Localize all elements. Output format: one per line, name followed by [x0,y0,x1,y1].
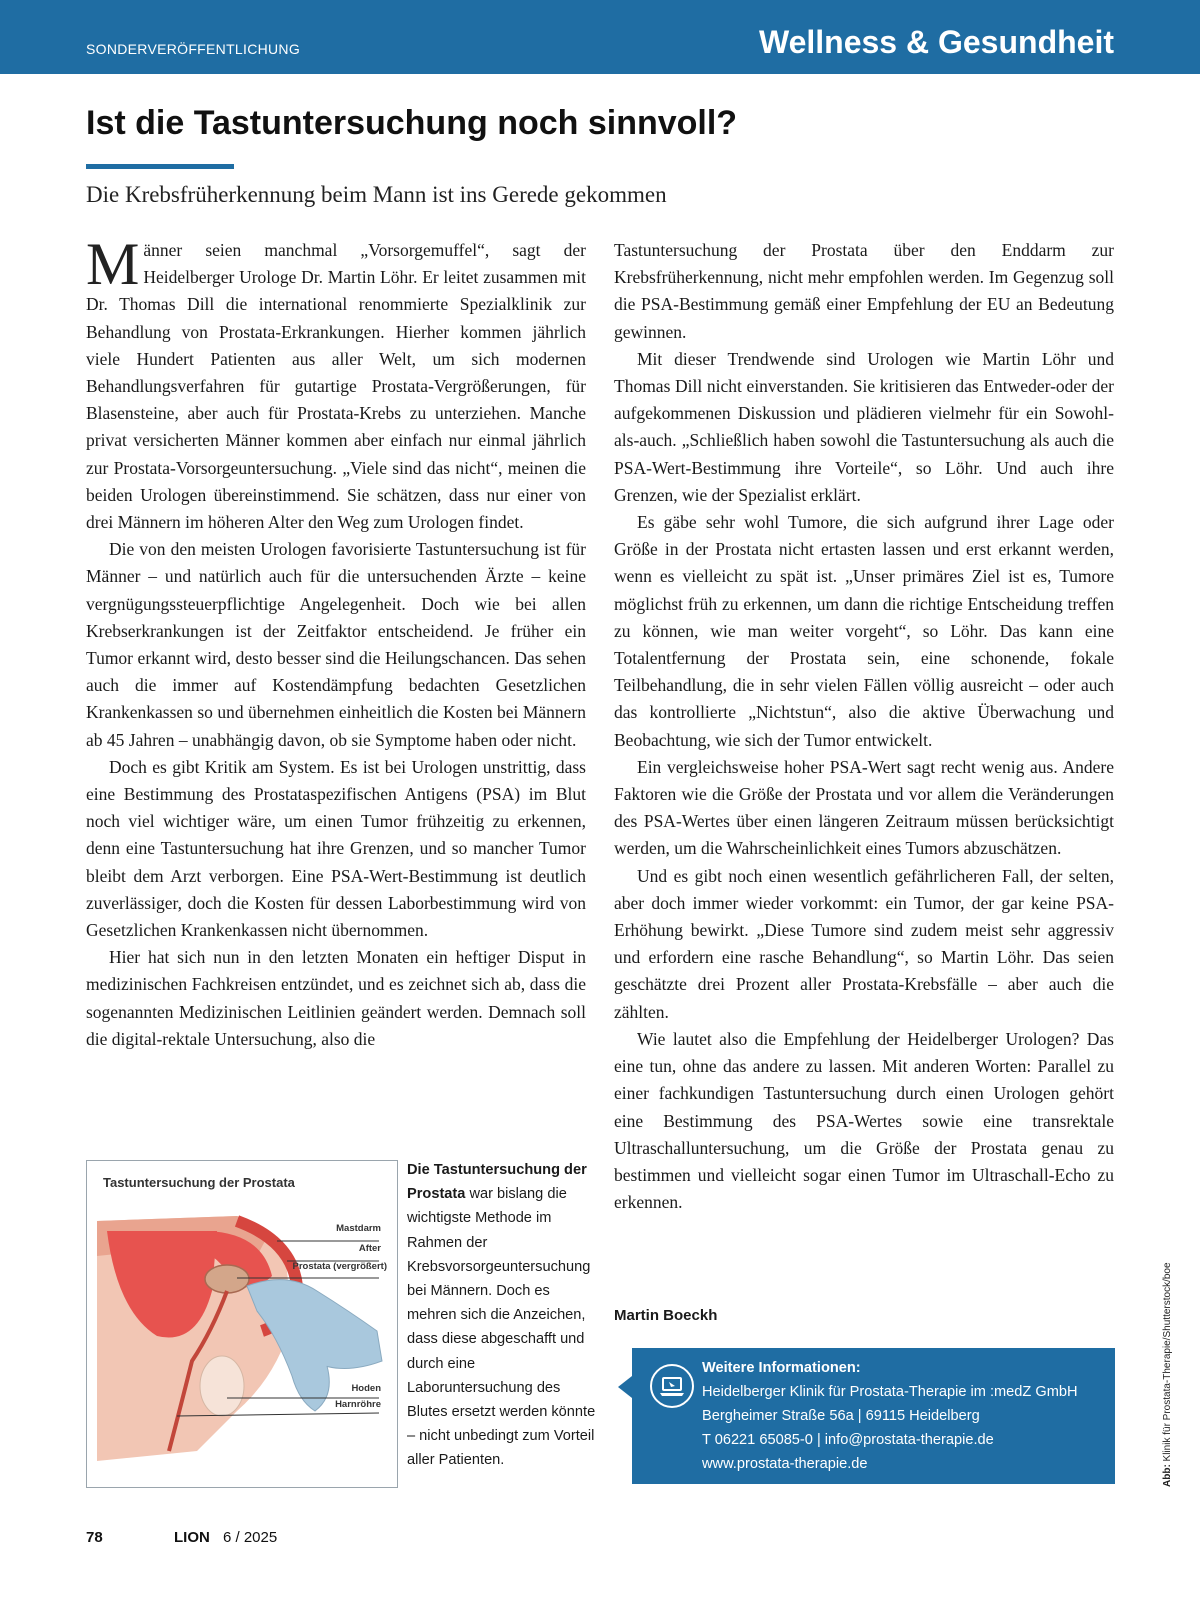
paragraph: Doch es gibt Kritik am System. Es ist bei Urologen unstrittig, dass eine Bestimmung des Prostataspezifischen Antigens (PSA) im Blut noch viel wichtiger wäre, um einen Tumor frühzeitig zu erkennen, denn eine Tastuntersuchung hat ihre Grenzen, und so mancher Tumor bleibt dem Arzt verborgen. Eine PSA-Wert-Bestimmung ist deutlich zuverlässiger, doch die Kosten für dessen Laborbestimmung wird von Gesetzlichen Krankenkassen nicht übernommen. [86,756,586,941]
dropcap: M [86,231,140,297]
label-hoden: Hoden [351,1383,381,1394]
page-number: 78 [86,1529,103,1546]
caption-lead: Die Tastuntersuchung der Prostata [407,1162,587,1203]
header-band [0,0,1200,74]
info-box-line-address: Bergheimer Straße 56a | 69115 Heidelberg [702,1408,980,1424]
paragraph: Wie lautet also die Empfehlung der Heidelberger Urologen? Das eine tun, ohne das andere zu lassen. Mit anderen Worten: Parallel zu einer fachkundigen Tastuntersuchung durch einen Urologen gehört eine Bestimmung des PSA-Wertes sowie eine transrektale Ultraschalluntersuchung, um die Größe der Prostata genau zu bestimmen und vielleicht sogar einen Tumor im Ultraschall-Echo zu erkennen. [614,1028,1114,1213]
article-subheadline: Die Krebsfrüherkennung beim Mann ist ins Gerede gekommen [86,182,667,207]
anatomy-illustration [86,1160,398,1488]
paragraph: Es gäbe sehr wohl Tumore, die sich aufgrund ihrer Lage oder Größe in der Prostata nicht ertasten lassen und erst erkannt werden, wenn es vielleicht zu spät ist. „Unser primäres Ziel ist es, Tumore möglichst früh zu erkennen, um dann die richtige Entscheidung treffen zu können, wie man weiter vorgeht“, so Löhr. Das kann eine Totalentfernung der Prostata sein, eine schonende, fokale Teilbehandlung, die in sehr vielen Fällen völlig ausreicht – oder auch das kontrollierte „Nichtstun“, also die aktive Überwachung und Beobachtung, wie sich der Tumor entwickelt. [614,512,1114,750]
label-mastdarm: Mastdarm [336,1223,381,1234]
issue-number: 6 / 2025 [223,1529,278,1546]
image-credit-label: Abb: [1162,1464,1173,1487]
info-box-line-contact[interactable]: T 06221 65085-0 | info@prostata-therapie.de [702,1432,994,1448]
info-box [632,1348,1115,1484]
caption-text: war bislang die wichtigste Methode im Rahmen der Krebsvorsorgeuntersuchung bei Männern. Doch es mehren sich die Anzeichen, dass diese abgeschafft und durch eine Laboruntersuchung des Blutes ersetzt werden könnte – nicht unbedingt zum Vorteil aller Patienten. [407,1186,596,1469]
label-after: After [358,1243,381,1254]
image-credit [1162,1262,1173,1487]
paragraph: Hier hat sich nun in den letzten Monaten ein heftiger Disput in medizinischen Fachkreisen entzündet, und es zeichnet sich ab, dass die sogenannten Medizinischen Leitlinien geändert werden. Demnach soll die digital-rektale Untersuchung, also die [86,947,586,1049]
article-column-right [614,237,1114,1216]
paragraph: Tastuntersuchung der Prostata über den Enddarm zur Krebsfrüherkennung, nicht mehr empfohlen werden. Im Gegenzug soll die PSA-Bestimmung gemäß einer Empfehlung der EU an Bedeutung gewinnen. [614,240,1114,342]
paragraph: Ein vergleichsweise hoher PSA-Wert sagt recht wenig aus. Andere Faktoren wie die Größe der Prostata und vor allem die Veränderungen des PSA-Wertes über einen längeren Zeitraum müssen berücksichtigt werden, um die Wahrscheinlichkeit eines Tumors abzuschätzen. [614,756,1114,859]
laptop-icon [650,1364,694,1408]
headline-divider [86,164,234,169]
info-box-text [702,1356,1078,1476]
info-box-line-website[interactable]: www.prostata-therapie.de [702,1456,868,1472]
magazine-name: LION [174,1529,210,1546]
topic-title: Wellness & Gesundheit [758,24,1114,60]
paragraph-text: änner seien manchmal „Vorsorgemuffel“, sagt der Heidelberger Urologe Dr. Martin Löhr. Er leitet zusammen mit Dr. Thomas Dill die international renommierte Spezialklinik zur Behandlung von Prostata-Erkrankungen. Hierher kommen jährlich viele Hundert Patienten aus aller Welt, um sich modernen Behandlungsverfahren für gutartige Prostata-Vergrößerungen, für Blasensteine, aber auch für Prostata-Krebs zu unterziehen. Manche privat versicherten Männer kommen aber einfach nur einmal jährlich zur Prostata-Vorsorgeuntersuchung. „Viele sind das nicht“, meinen die beiden Urologen übereinstimmend. Sie schätzen, dass nur einer von drei Männern im höheren Alter den Weg zum Urologen findet. [86,240,586,533]
figure-caption [407,1158,597,1473]
paragraph [86,231,586,536]
label-harnroehre: Harnröhre [335,1399,381,1410]
figure-title: Tastuntersuchung der Prostata [103,1175,295,1190]
paragraph: Mit dieser Trendwende sind Urologen wie Martin Löhr und Thomas Dill nicht einverstanden. Sie kritisieren das Entweder-oder der aufgekommenen Diskussion und plädieren vielmehr für ein Sowohl-als-auch. „Schließlich haben sowohl die Tastuntersuchung als auch die PSA-Wert-Bestimmung ihre Vorteile“, so Löhr. Und auch ihre Grenzen, wie der Spezialist erklärt. [614,348,1114,505]
section-label: SONDERVERÖFFENTLICHUNG [86,41,301,57]
paragraph: Und es gibt noch einen wesentlich gefährlicheren Fall, der selten, aber doch immer wieder vorkommt: ein Tumor, der gar keine PSA-Erhöhung bewirkt. „Diese Tumore sind zudem meist sehr aggressiv und erfordern eine rasche Behandlung“, so Martin Löhr. Das seien geschätzte drei Prozent aller Prostata-Krebsfälle – aber auch die zählten. [614,865,1114,1022]
article-column-left [86,231,586,1053]
author-byline: Martin Boeckh [614,1307,718,1324]
anatomy-drawing [87,1161,397,1487]
info-box-title: Weitere Informationen: [702,1360,861,1376]
info-box-line-clinic: Heidelberger Klinik für Prostata-Therapie im :medZ GmbH [702,1384,1078,1400]
image-credit-text: Klinik für Prostata-Therapie/Shutterstock/boe [1162,1262,1173,1465]
info-box-pointer [618,1376,632,1398]
label-prostata: Prostata (vergrößert) [292,1261,387,1272]
article-headline: Ist die Tastuntersuchung noch sinnvoll? [86,104,738,142]
paragraph: Die von den meisten Urologen favorisierte Tastuntersuchung ist für Männer – und natürlich auch für die untersuchenden Ärzte – keine vergnügungssteuerpflichtige Angelegenheit. Doch wie bei allen Krebserkrankungen ist der Zeitfaktor entscheidend. Je früher ein Tumor erkannt wird, desto besser sind die Heilungschancen. Das sehen auch die immer auf Kostendämpfung bedachten Gesetzlichen Krankenkassen so und übernehmen einheitlich die Kosten bei Männern ab 45 Jahren – unabhängig davon, ob sie Symptome haben oder nicht. [86,539,586,750]
